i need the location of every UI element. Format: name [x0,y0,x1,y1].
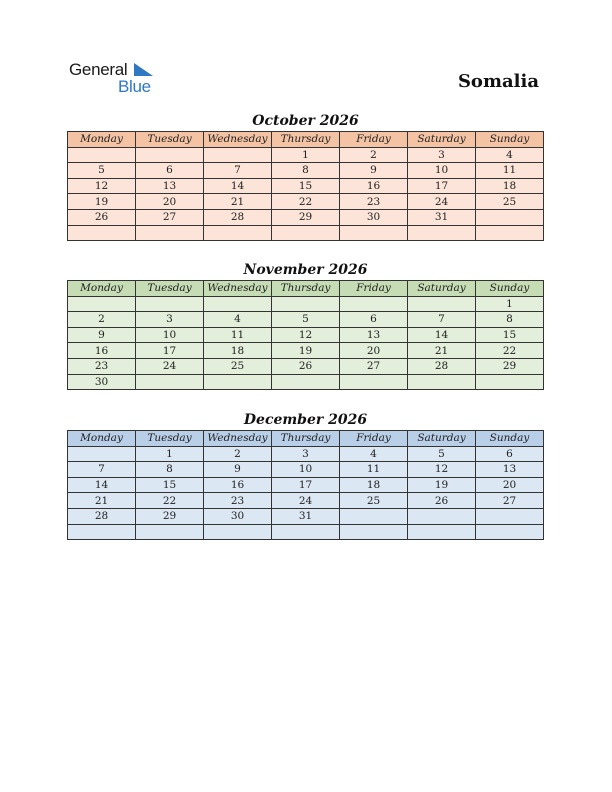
day-cell: 4 [476,147,544,163]
day-cell [408,296,476,312]
day-cell: 20 [136,194,204,210]
day-cell: 13 [340,327,408,343]
day-cell: 2 [340,147,408,163]
day-cell: 24 [136,358,204,374]
generalblue-logo [69,60,169,96]
weekday-header-row [68,431,544,447]
day-cell [476,209,544,225]
day-cell: 10 [136,327,204,343]
weekday-header: Monday [68,132,136,148]
day-cell: 11 [204,327,272,343]
day-cell: 25 [476,194,544,210]
day-cell [136,296,204,312]
day-cell [476,225,544,241]
weekday-header: Sunday [476,281,544,297]
day-cell [272,374,340,390]
month-december [67,410,544,540]
weekday-header: Friday [340,281,408,297]
day-cell [204,225,272,241]
day-cell: 21 [408,343,476,359]
day-cell [272,225,340,241]
day-cell [340,374,408,390]
day-cell: 25 [340,493,408,509]
day-cell: 9 [204,462,272,478]
day-cell: 19 [272,343,340,359]
day-cell: 8 [136,462,204,478]
day-cell: 15 [136,477,204,493]
day-cell: 29 [136,508,204,524]
weekday-header-row [68,281,544,297]
day-cell: 8 [476,312,544,328]
day-cell [476,524,544,540]
week-row [68,358,544,374]
month-title: November 2026 [243,262,368,278]
day-cell: 18 [340,477,408,493]
day-cell: 7 [68,462,136,478]
day-cell: 11 [476,163,544,179]
day-cell [476,374,544,390]
week-row [68,209,544,225]
day-cell [68,446,136,462]
day-cell [204,374,272,390]
day-cell: 30 [340,209,408,225]
day-cell: 28 [204,209,272,225]
week-row [68,178,544,194]
weekday-header: Saturday [408,132,476,148]
day-cell: 5 [272,312,340,328]
day-cell: 6 [340,312,408,328]
week-row [68,147,544,163]
day-cell: 6 [476,446,544,462]
weekday-header: Friday [340,431,408,447]
weekday-header: Sunday [476,431,544,447]
day-cell: 1 [136,446,204,462]
day-cell: 2 [68,312,136,328]
day-cell: 23 [340,194,408,210]
day-cell: 9 [68,327,136,343]
day-cell [68,296,136,312]
week-row [68,462,544,478]
weekday-header: Monday [68,431,136,447]
day-cell [204,524,272,540]
weekday-header: Wednesday [204,431,272,447]
month-title: December 2026 [243,412,368,428]
day-cell: 13 [476,462,544,478]
day-cell [272,524,340,540]
week-row [68,508,544,524]
weekday-header: Sunday [476,132,544,148]
day-cell: 17 [136,343,204,359]
week-row [68,446,544,462]
day-cell: 30 [204,508,272,524]
day-cell: 14 [68,477,136,493]
day-cell: 18 [476,178,544,194]
day-cell: 1 [476,296,544,312]
month-title: October 2026 [252,113,359,129]
weekday-header: Tuesday [136,281,204,297]
day-cell: 16 [68,343,136,359]
day-cell: 19 [68,194,136,210]
day-cell: 9 [340,163,408,179]
day-cell: 24 [272,493,340,509]
weekday-header-row [68,132,544,148]
logo-general-text: General [69,60,128,79]
month-november [67,260,544,390]
day-cell: 26 [272,358,340,374]
day-cell: 3 [272,446,340,462]
day-cell [408,225,476,241]
weekday-header: Monday [68,281,136,297]
day-cell [204,296,272,312]
day-cell [340,296,408,312]
day-cell: 2 [204,446,272,462]
day-cell: 25 [204,358,272,374]
week-row [68,194,544,210]
day-cell: 3 [136,312,204,328]
day-cell: 8 [272,163,340,179]
day-cell: 5 [68,163,136,179]
week-row [68,477,544,493]
day-cell: 5 [408,446,476,462]
day-cell: 15 [272,178,340,194]
day-cell [408,374,476,390]
calendar-table [67,131,544,241]
weekday-header: Saturday [408,281,476,297]
day-cell: 26 [68,209,136,225]
day-cell [136,374,204,390]
weekday-header: Thursday [272,281,340,297]
day-cell: 16 [204,477,272,493]
logo-blue-text: Blue [118,77,151,96]
week-row [68,493,544,509]
week-row [68,312,544,328]
calendar-table [67,280,544,390]
day-cell: 18 [204,343,272,359]
country-title: Somalia [457,71,539,92]
day-cell: 23 [204,493,272,509]
day-cell [68,147,136,163]
day-cell: 17 [272,477,340,493]
day-cell: 22 [136,493,204,509]
weekday-header: Thursday [272,132,340,148]
day-cell: 21 [68,493,136,509]
week-row [68,343,544,359]
day-cell [204,147,272,163]
day-cell: 28 [408,358,476,374]
day-cell: 22 [272,194,340,210]
day-cell: 12 [408,462,476,478]
day-cell [340,524,408,540]
day-cell [136,225,204,241]
day-cell: 12 [68,178,136,194]
day-cell: 19 [408,477,476,493]
day-cell: 27 [476,493,544,509]
week-row [68,524,544,540]
weekday-header: Tuesday [136,431,204,447]
day-cell: 27 [340,358,408,374]
day-cell: 29 [272,209,340,225]
weekday-header: Wednesday [204,132,272,148]
week-row [68,374,544,390]
day-cell [272,296,340,312]
day-cell: 29 [476,358,544,374]
day-cell: 20 [340,343,408,359]
day-cell: 3 [408,147,476,163]
week-row [68,327,544,343]
logo-triangle-icon [134,63,154,77]
day-cell: 10 [272,462,340,478]
day-cell [68,225,136,241]
day-cell: 16 [340,178,408,194]
day-cell: 31 [272,508,340,524]
day-cell: 12 [272,327,340,343]
day-cell [476,508,544,524]
day-cell: 4 [204,312,272,328]
day-cell: 11 [340,462,408,478]
day-cell: 10 [408,163,476,179]
day-cell: 7 [408,312,476,328]
weekday-header: Tuesday [136,132,204,148]
day-cell: 17 [408,178,476,194]
week-row [68,225,544,241]
day-cell [408,524,476,540]
day-cell: 7 [204,163,272,179]
day-cell: 14 [204,178,272,194]
weekday-header: Wednesday [204,281,272,297]
week-row [68,296,544,312]
day-cell: 28 [68,508,136,524]
calendar-table [67,430,544,540]
day-cell: 13 [136,178,204,194]
day-cell: 31 [408,209,476,225]
day-cell [340,508,408,524]
weekday-header: Saturday [408,431,476,447]
day-cell: 23 [68,358,136,374]
day-cell [340,225,408,241]
day-cell: 30 [68,374,136,390]
day-cell: 24 [408,194,476,210]
day-cell: 15 [476,327,544,343]
day-cell: 26 [408,493,476,509]
day-cell: 22 [476,343,544,359]
day-cell: 1 [272,147,340,163]
day-cell [68,524,136,540]
day-cell [408,508,476,524]
day-cell: 14 [408,327,476,343]
weekday-header: Thursday [272,431,340,447]
day-cell: 21 [204,194,272,210]
weekday-header: Friday [340,132,408,148]
day-cell [136,524,204,540]
day-cell: 4 [340,446,408,462]
day-cell: 20 [476,477,544,493]
week-row [68,163,544,179]
month-october [67,111,544,241]
day-cell: 27 [136,209,204,225]
day-cell: 6 [136,163,204,179]
day-cell [136,147,204,163]
